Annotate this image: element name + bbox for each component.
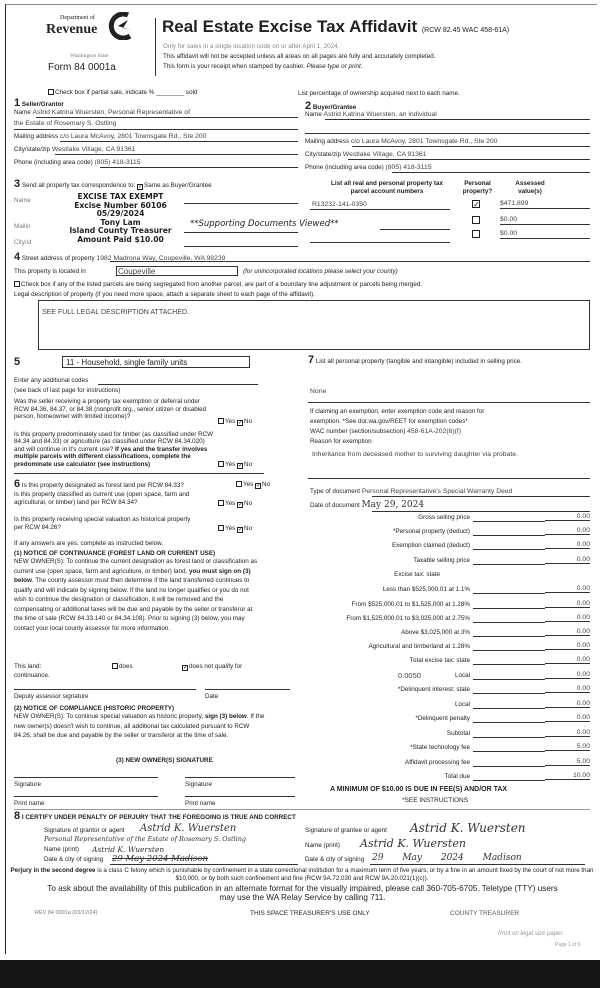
- rule: [305, 133, 590, 134]
- tax-row-value[interactable]: 10.00: [545, 772, 590, 780]
- rule: [55, 154, 298, 155]
- rule: [36, 117, 298, 118]
- located-note: (for unincorporated locations please select your county): [243, 268, 398, 275]
- land-use-code-select[interactable]: 11 - Household, single family units: [62, 356, 250, 368]
- bottom-scan-bar: [0, 960, 600, 988]
- parcel-header: List all real and personal property tax parcel account numbers: [331, 180, 443, 195]
- tax-row-label: *Personal property (deduct): [392, 528, 470, 535]
- buyer-name-field[interactable]: Name Astrid Katrina Wuersten, an individual: [305, 111, 437, 118]
- tax-row-label: From $525,000.01 to $1,525,000 at 1.28%: [351, 601, 470, 608]
- personal-property-value[interactable]: None: [310, 388, 327, 395]
- q-timber: Is this property predominately used for timber (as classified under RCW 84.34 and 84.33) or agriculture (as classified under RCW 84.34.020) and will continue in it's current use? If yes and the transfer involves multiple parcels with different classifications, complete the predominate use calculator (see instructions): [14, 431, 214, 468]
- notice-continuance-title: (1) NOTICE OF CONTINUANCE (FOREST LAND OR CURRENT USE): [14, 550, 216, 557]
- personal-property-checkbox[interactable]: [472, 230, 480, 238]
- claim-exemption-note: If claiming an exemption, enter exemption code and reason for: [310, 408, 485, 415]
- assessed-header: Assessed value(s): [515, 180, 545, 195]
- q-current-use-yes-no[interactable]: Yes ✓No: [218, 500, 252, 508]
- grantor-date-city[interactable]: 29 May 2024 Madison: [112, 854, 209, 864]
- legal-paper-note: Print on legal size paper.: [498, 931, 564, 937]
- signature-field[interactable]: [14, 777, 158, 778]
- tax-row-leader: [473, 543, 545, 550]
- q-historic: Is this property receiving special valuation as historical property per RCW 84.26?: [14, 516, 191, 531]
- notice-continuance-text: NEW OWNER(S): To continue the current designation as forest land or classification as current use (open space, farm and agriculture, or timber) land, you must sign on (3) below. The county assessor must then determine if the land transferred continues to qualify and will indicate by signing below. If the land no longer qualifies or you do not wish to continue the designation or classification, it will be removed and the compensating or additional taxes will be due and payable by the seller or transferor at the time of sale (RCW 84.33.140 or 84.34.108). Prior to signing (3) below, you may contact your local county assessor for more information.: [14, 558, 258, 632]
- segregated-checkbox[interactable]: Check box if any of the listed parcels are being segregated from another parcel, are part of a boundary line adjustment or parcels being merged.: [14, 281, 422, 289]
- q-timber-yes-no[interactable]: Yes ✓No: [218, 461, 252, 469]
- tax-row-label: Total due: [444, 773, 470, 780]
- header-divider: [155, 18, 156, 76]
- tax-row-label: Excise tax: state: [394, 571, 440, 578]
- grantor-print-name[interactable]: Astrid K. Wuersten: [92, 845, 165, 854]
- if-yes-note: If any answers are yes, complete as instructed below.: [14, 540, 164, 547]
- tax-row-value[interactable]: 0.00: [545, 714, 590, 722]
- located-label: This property is located in: [14, 268, 86, 275]
- document-type-field[interactable]: Type of document Personal Representative's Special Warranty Deed: [310, 488, 513, 495]
- print-name-field[interactable]: [14, 796, 158, 797]
- legal-description-box[interactable]: SEE FULL LEGAL DESCRIPTION ATTACHED.: [38, 300, 590, 350]
- tax-row-leader: [473, 731, 545, 738]
- subtitle-1: Only for sales in a single location code on or after April 1, 2024.: [163, 43, 340, 50]
- buyer-mailing-field[interactable]: Mailing address c/o Laura McAvoy, 2801 Townsgate Rd., Ste 200: [305, 138, 498, 145]
- tax-row-value[interactable]: 0.00: [545, 671, 590, 679]
- rule: [110, 261, 590, 262]
- grantee-print-name[interactable]: Astrid K. Wuersten: [360, 837, 466, 850]
- tax-row-value[interactable]: 0.00: [545, 556, 590, 564]
- name-print-label: Name (print): [44, 846, 79, 853]
- tax-row-value[interactable]: 0.00: [545, 685, 590, 693]
- alternate-format-notice: To ask about the availability of this publication in an alternate format for the visually impaired, please call 360-705-6705. Teletype (TTY) users may use the WA Relay Service by calling 711.: [47, 884, 558, 902]
- county-treasurer-label: COUNTY TREASURER: [450, 910, 520, 917]
- tax-row-leader: [473, 529, 545, 536]
- form-title: [162, 17, 509, 37]
- buyer-city-field[interactable]: City/state/zip Westlake Village, CA 91361: [305, 151, 427, 158]
- sec3-name-label: Name: [14, 197, 31, 204]
- tax-row-leader: [473, 515, 545, 522]
- buyer-phone-field[interactable]: Phone (including area code) (805) 418-3115: [305, 164, 432, 171]
- rule: [325, 119, 590, 120]
- personal-property-checkbox[interactable]: [472, 216, 480, 224]
- date-city-label: Date & city of signing: [44, 856, 104, 863]
- tax-row-leader: [473, 716, 545, 723]
- rule: [352, 146, 590, 147]
- logo-state: Washington State: [70, 53, 109, 59]
- rule: [14, 129, 298, 130]
- page-number: Page 1 of 6: [555, 942, 581, 948]
- new-owner-signature-title: (3) NEW OWNER(S) SIGNATURE: [116, 757, 213, 764]
- tax-row-label: Agricultural and timberland at 1.28%: [368, 643, 470, 650]
- revision-code: REV 84 0001a (03/12/24): [35, 910, 98, 916]
- subtitle-3: This form is your receipt when stamped by cashier. Please type or print.: [163, 63, 363, 70]
- tax-row-label: Taxable selling price: [413, 557, 470, 564]
- assessed-value[interactable]: $471,899: [500, 200, 590, 209]
- tax-row-value[interactable]: 0.00: [545, 614, 590, 622]
- checkbox-icon[interactable]: [48, 89, 54, 95]
- assessed-value[interactable]: $0.00: [500, 230, 590, 239]
- notice-compliance-text: NEW OWNER(S): To continue special valuation as historic property, sign (3) below. If the new owner(s) doesn't wish to continue, all additional tax calculated pursuant to RCW 84.26, shall be due and payable by the seller or transferor at the time of sale.: [14, 713, 265, 739]
- treasurer-stamp: EXCISE TAX EXEMPT Excise Number 60106 05/29/2024 Tony Lam Island County Treasurer Amount Paid $10.00: [69, 192, 172, 244]
- tax-row-label: Total excise tax: state: [409, 657, 470, 664]
- tax-row-value[interactable]: 0.00: [545, 585, 590, 593]
- deputy-date-field[interactable]: [205, 689, 290, 690]
- form-number: Form 84 0001a: [48, 62, 116, 73]
- section7-label: 7 List all personal property (tangible and intangible) included in selling price.: [308, 354, 523, 366]
- tax-row-value[interactable]: 0.00: [545, 541, 590, 549]
- tax-row-value[interactable]: 0.00: [545, 513, 590, 521]
- rule: [14, 473, 264, 474]
- rule: [370, 864, 585, 865]
- tax-row-leader: [473, 774, 545, 781]
- location-select[interactable]: Coupeville: [116, 266, 238, 276]
- tax-row-value[interactable]: 0.00: [545, 700, 590, 708]
- grantee-date-city[interactable]: 29 May 2024 Madison: [372, 853, 522, 863]
- section5-number: 5: [14, 356, 21, 368]
- tax-row-label: Exemption claimed (deduct): [391, 542, 470, 549]
- tax-row-label: From $1,525,000.01 to $3,025,000 at 2.75%: [346, 615, 470, 622]
- tax-row-value[interactable]: 5.00: [545, 743, 590, 751]
- seller-name-field[interactable]: Name Astrid Katrina Wuersten, Personal Representative of: [14, 109, 190, 116]
- tax-row-leader: [473, 673, 545, 680]
- reason-label: Reason for exemption: [310, 438, 372, 445]
- rule: [184, 246, 298, 247]
- rule: [60, 141, 298, 142]
- rule: [184, 232, 298, 233]
- logo-dept: Department of: [60, 15, 95, 21]
- signature-label: Signature: [14, 781, 41, 788]
- parcel-number[interactable]: R13232-141-0350: [312, 201, 367, 208]
- tax-row-label: Local: [454, 672, 470, 679]
- logo: [40, 12, 150, 76]
- rule: [184, 203, 298, 204]
- minimum-notice: A MINIMUM OF $10.00 IS DUE IN FEE(S) AND/OR TAX: [330, 786, 508, 793]
- rule: [372, 511, 590, 512]
- tax-row-label: Less than $525,000.01 at 1.1%: [382, 586, 470, 593]
- subtitle-2: This affidavit will not be accepted unless all areas on all pages are fully and accurately completed.: [163, 53, 436, 60]
- tax-row-value[interactable]: 5.00: [545, 758, 590, 766]
- tax-row-leader: [473, 630, 545, 637]
- tax-row-label: *Delinquent interest: state: [397, 686, 470, 693]
- dor-logo-icon: [106, 12, 136, 40]
- tax-row-leader: [473, 558, 545, 565]
- buyer-heading: 2 Buyer/Grantee: [305, 100, 357, 112]
- notice-compliance-title: (2) NOTICE OF COMPLIANCE (HISTORIC PROPERTY): [14, 705, 175, 712]
- sec3-city-label: City/st: [14, 239, 32, 246]
- rule: [310, 242, 450, 243]
- rule: [372, 496, 590, 497]
- print-name-field[interactable]: [185, 796, 295, 797]
- tax-row-value[interactable]: 0.00: [545, 527, 590, 535]
- name-print-label: Name (print): [305, 842, 340, 849]
- rule: [348, 159, 590, 160]
- seller-phone-field[interactable]: Phone (including area code) (805) 418-3115: [14, 159, 141, 166]
- perjury-notice: Perjury in the second degree is a class C felony which is punishable by confinement in a state correctional institution for a maximum term of five years, or by a fine in an amount fixed by the court of not more than $10,000, or by both such confinement and fine (RCW 9A.72.030 and RCW 9A.20.021(1)(c)).: [10, 867, 594, 882]
- personal-header: Personal property?: [462, 180, 493, 195]
- does-not-qualify-checkbox[interactable]: ✓does not qualify for: [183, 663, 243, 671]
- tax-row-label: Above $3,025,000 at 3%: [401, 629, 470, 636]
- rule: [308, 402, 590, 403]
- signature-label: Signature: [185, 781, 212, 788]
- sec3-mail-label: Mailin: [14, 223, 31, 230]
- grantor-signature-label: Signature of grantor or agent: [44, 827, 125, 834]
- grantor-capacity-note: Personal Representative of the Estate of Rosemary S. Ostling: [44, 835, 247, 843]
- partial-sale-checkbox[interactable]: Check box if partial sale, indicate % ________ sold: [48, 89, 197, 97]
- deputy-signature-field[interactable]: [14, 689, 196, 690]
- tax-row-label: *Delinquent penalty: [415, 715, 470, 722]
- print-name-label: Print name: [14, 800, 45, 807]
- tax-row-value[interactable]: 0.00: [545, 656, 590, 664]
- see-instructions: *SEE INSTRUCTIONS: [402, 797, 469, 804]
- q-current-use: Is this property classified as current use (open space, farm and agricultural, or timber) land per RCW 84.34?: [14, 491, 190, 506]
- seller-city-field[interactable]: City/state/zip Westlake Village, CA 91361: [14, 146, 136, 153]
- tax-row-leader: [473, 687, 545, 694]
- q-forest: 6 Is this property designated as forest land per RCW 84.33?: [14, 478, 184, 490]
- q-historic-yes-no[interactable]: Yes ✓No: [218, 525, 252, 533]
- title-text: Real Estate Excise Tax Affidavit: [162, 17, 418, 36]
- document-date-field[interactable]: Date of document May 29, 2024: [310, 500, 425, 510]
- claim-exemption-note-2: exemption. *See dor.wa.gov/REET for exemption codes*: [310, 418, 468, 425]
- tax-row-value[interactable]: 0.00: [545, 628, 590, 636]
- additional-codes-field[interactable]: [98, 384, 258, 385]
- section3-heading: 3 Send all property tax correspondence to: ✓Same as Buyer/Grantee: [14, 178, 212, 190]
- does-checkbox[interactable]: does: [112, 663, 133, 671]
- continuance-label: continuance.: [14, 672, 50, 679]
- date-city-label: Date & city of signing: [305, 856, 365, 863]
- q-exemption-yes-no[interactable]: Yes ✓No: [218, 418, 252, 426]
- street-address-field[interactable]: 4 Street address of property 1982 Madrona Way, Coupeville, WA 98239: [14, 251, 226, 263]
- tax-row-leader: [473, 702, 545, 709]
- see-back-note: (see back of last page for instructions): [14, 387, 121, 394]
- tax-row-label: *State technology fee: [410, 744, 470, 751]
- tax-row-leader: [473, 658, 545, 665]
- rule: [308, 478, 590, 479]
- seller-mailing-field[interactable]: Mailing address c/o Laura McAvoy, 2801 Townsgate Rd., Ste 200: [14, 133, 207, 140]
- q-exemption-deferral: Was the seller receiving a property tax exemption or deferral under RCW 84.36, 84.37, or 84.38 (nonprofit org., senior citizen or disabled person, homeowner with limited income)?: [14, 398, 207, 421]
- supporting-docs-stamp: **Supporting Documents Viewed**: [190, 219, 339, 229]
- grantor-signature[interactable]: Astrid K. Wuersten: [140, 823, 237, 834]
- tax-row-value[interactable]: 0.00: [545, 642, 590, 650]
- q-forest-yes-no[interactable]: Yes ✓No: [236, 481, 270, 489]
- rule: [310, 209, 450, 210]
- date-label: Date: [205, 693, 219, 700]
- grantee-signature[interactable]: Astrid K. Wuersten: [410, 821, 526, 835]
- local-rate: 0.0050: [398, 671, 421, 680]
- tax-row-label: Local: [454, 701, 470, 708]
- this-land-label: This land:: [14, 663, 42, 670]
- tax-row-label: Affidavit processing fee: [405, 759, 470, 766]
- title-rcw: (RCW 82.45 WAC 458-61A): [421, 27, 510, 34]
- tax-row-leader: [473, 587, 545, 594]
- signature-field[interactable]: [185, 777, 295, 778]
- additional-codes-label: Enter any additional codes: [14, 377, 89, 384]
- seller-name-line2[interactable]: the Estate of Rosemary S. Ostling: [14, 120, 117, 127]
- seller-heading: 1 Seller/Grantor: [14, 97, 64, 109]
- tax-row-leader: [473, 602, 545, 609]
- deputy-label: Deputy assessor signature: [14, 693, 89, 700]
- tax-row-leader: [473, 745, 545, 752]
- rule: [100, 167, 298, 168]
- tax-row-leader: [473, 760, 545, 767]
- grantee-signature-label: Signature of grantee or agent: [305, 827, 387, 834]
- rule: [110, 864, 298, 865]
- tax-row-label: Subtotal: [446, 730, 470, 737]
- wac-number-field[interactable]: WAC number (section/subsection) 458-61A-202(6)(f): [310, 428, 462, 435]
- rule: [380, 229, 450, 230]
- tax-row-leader: [473, 644, 545, 651]
- tax-row-label: Gross selling price: [418, 514, 470, 521]
- rule: [392, 172, 590, 173]
- reason-field[interactable]: Inheritance from deceased mother to surviving daughter via probate.: [312, 451, 518, 458]
- assessed-value[interactable]: $0.00: [500, 216, 590, 225]
- legal-label: Legal description of property (if you need more space, attach a separate sheet to each page of the affidavit).: [14, 291, 315, 298]
- tax-row-leader: [473, 616, 545, 623]
- logo-revenue: Revenue: [46, 22, 98, 37]
- tax-row-value[interactable]: 0.00: [545, 729, 590, 737]
- tax-row-value[interactable]: 0.00: [545, 600, 590, 608]
- personal-property-checkbox[interactable]: ✓: [473, 200, 480, 209]
- treasurer-use-label: THIS SPACE TREASURER'S USE ONLY: [250, 910, 370, 917]
- print-name-label: Print name: [185, 800, 216, 807]
- section8-title: 8 I CERTIFY UNDER PENALTY OF PERJURY THAT THE FOREGOING IS TRUE AND CORRECT: [14, 810, 296, 822]
- percentage-note: List percentage of ownership acquired next to each name.: [298, 90, 460, 97]
